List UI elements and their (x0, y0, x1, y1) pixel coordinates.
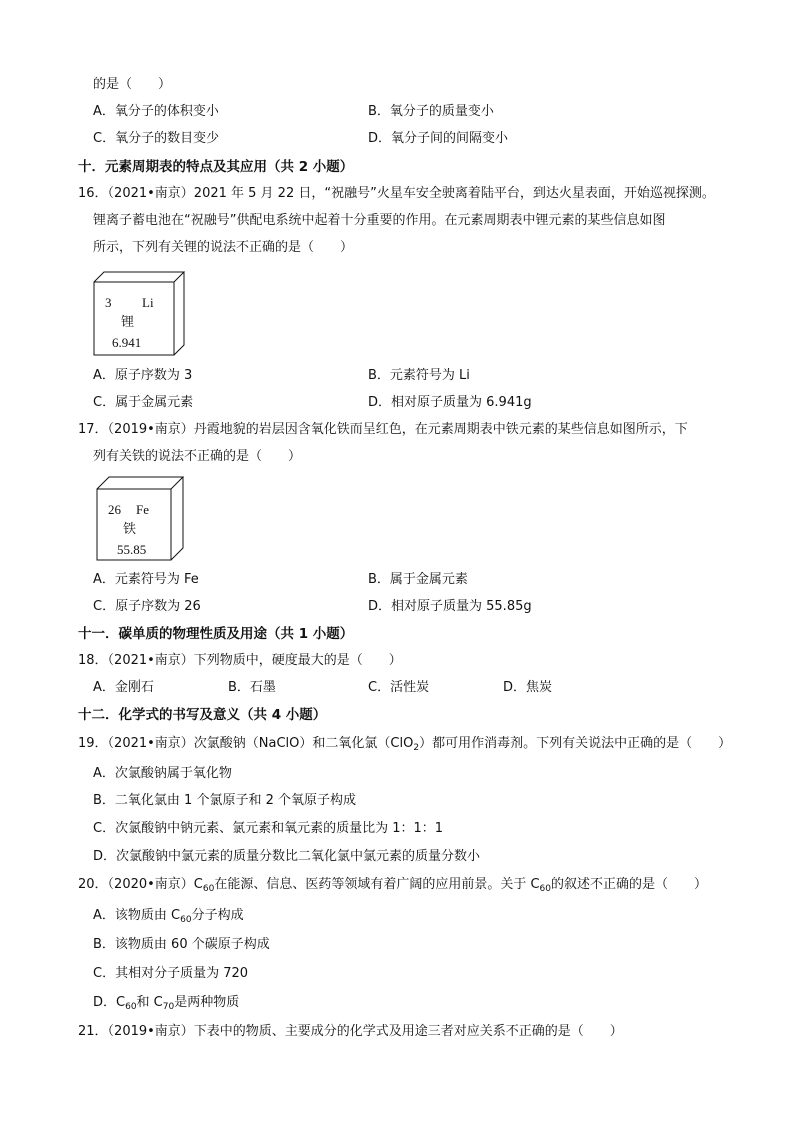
q20-option-d[interactable] (93, 994, 239, 1016)
q19-option-a[interactable]: A．次氯酸钠属于氧化物 (93, 766, 232, 781)
q20-option-d-part-1: D．C (93, 995, 126, 1010)
q20-option-b[interactable]: B．该物质由 60 个碳原子构成 (93, 937, 270, 952)
q20-stem-subscript-1: 60 (202, 884, 215, 894)
section-12-title: 十二．化学式的书写及意义（共 4 小题） (78, 707, 327, 723)
q21-stem: 21．（2019•南京）下表中的物质、主要成分的化学式及用途三者对应关系不正确的是（ ） (78, 1024, 623, 1039)
q17-option-b[interactable]: B．属于金属元素 (368, 572, 468, 587)
q19-option-d[interactable]: D．次氯酸钠中氯元素的质量分数比二氧化氯中氯元素的质量分数小 (93, 849, 481, 864)
q20-stem (78, 876, 707, 898)
q18-option-c[interactable]: C．活性炭 (368, 680, 430, 695)
q19-stem (78, 735, 731, 757)
q15-option-c[interactable]: C．氧分子的数目变少 (93, 131, 220, 146)
q18-stem: 18．（2021•南京）下列物质中，硬度最大的是（ ） (78, 653, 402, 668)
q17-option-a[interactable]: A．元素符号为 Fe (93, 572, 199, 587)
q17-stem-line-2: 列有关铁的说法不正确的是（ ） (93, 449, 302, 464)
element-atomic-mass: 55.85 (117, 542, 147, 557)
element-symbol: Li (142, 295, 154, 310)
q20-stem-part-3: 的叙述不正确的是（ ） (551, 877, 708, 892)
q16-option-a[interactable]: A．原子序数为 3 (93, 368, 193, 383)
section-11-title: 十一．碳单质的物理性质及用途（共 1 小题） (78, 626, 354, 642)
q19-stem-subscript: 2 (413, 743, 420, 753)
q18-option-a[interactable]: A．金刚石 (93, 680, 154, 695)
q19-stem-part-2: ）都可用作消毒剂。下列有关说法中正确的是（ ） (419, 736, 732, 751)
q20-stem-part-1: 20．（2020•南京）C (78, 877, 203, 892)
q16-option-c[interactable]: C．属于金属元素 (93, 395, 194, 410)
element-name: 锂 (121, 315, 135, 330)
q16-option-b[interactable]: B．元素符号为 Li (368, 368, 470, 383)
q20-option-a-part-1: A．该物质由 C (93, 908, 181, 923)
q20-option-d-subscript-1: 60 (125, 1002, 137, 1012)
q19-option-b[interactable]: B．二氧化氯由 1 个氯原子和 2 个氧原子构成 (93, 793, 356, 808)
q20-stem-part-2: 在能源、信息、医药等领域有着广阔的应用前景。关于 C (214, 877, 540, 892)
q20-stem-subscript-2: 60 (539, 884, 551, 894)
q20-option-d-part-2: 和 C (136, 995, 163, 1010)
element-atomic-number: 3 (105, 295, 112, 310)
q17-option-c[interactable]: C．原子序数为 26 (93, 599, 201, 614)
q15-option-d[interactable]: D．氧分子间的间隔变小 (368, 131, 509, 146)
q18-option-d[interactable]: D．焦炭 (503, 680, 553, 695)
iron-element-card (96, 476, 186, 562)
lithium-element-card (93, 271, 187, 357)
q20-option-d-part-3: 是两种物质 (174, 995, 240, 1010)
element-name: 铁 (123, 522, 137, 537)
q20-option-a[interactable] (93, 907, 244, 929)
q16-stem-line-3: 所示，下列有关锂的说法不正确的是（ ） (93, 240, 354, 255)
q20-option-a-part-2: 分子构成 (191, 908, 244, 923)
q16-stem-line-1: 16．（2021•南京）2021 年 5 月 22 日，“祝融号”火星车安全驶离着陆平台，到达火星表面，开始巡视探测。 (78, 186, 715, 201)
q17-option-d[interactable]: D．相对原子质量为 55.85g (368, 599, 532, 614)
q20-option-c[interactable]: C．其相对分子质量为 720 (93, 966, 249, 981)
q16-option-d[interactable]: D．相对原子质量为 6.941g (368, 395, 532, 410)
element-symbol: Fe (136, 502, 149, 517)
q19-option-c[interactable]: C．次氯酸钠中钠元素、氯元素和氧元素的质量比为 1：1：1 (93, 821, 444, 836)
q20-option-d-subscript-2: 70 (162, 1002, 175, 1012)
q18-option-b[interactable]: B．石墨 (228, 680, 276, 695)
q15-stem-continuation: 的是（ ） (93, 77, 172, 92)
q15-option-b[interactable]: B．氧分子的质量变小 (368, 104, 494, 119)
q15-option-a[interactable]: A．氧分子的体积变小 (93, 104, 219, 119)
q20-option-a-subscript: 60 (180, 915, 192, 925)
q17-stem-line-1: 17．（2019•南京）丹霞地貌的岩层因含氧化铁而呈红色，在元素周期表中铁元素的某些信息如图所示，下 (78, 422, 688, 437)
element-atomic-mass: 6.941 (112, 335, 142, 350)
q19-stem-part-1: 19．（2021•南京）次氯酸钠（NaClO）和二氧化氯（ClO (78, 736, 414, 751)
element-atomic-number: 26 (108, 502, 121, 517)
section-10-title: 十．元素周期表的特点及其应用（共 2 小题） (78, 159, 354, 175)
q16-stem-line-2: 锂离子蓄电池在“祝融号”供配电系统中起着十分重要的作用。在元素周期表中锂元素的某些信息如图 (93, 213, 666, 228)
